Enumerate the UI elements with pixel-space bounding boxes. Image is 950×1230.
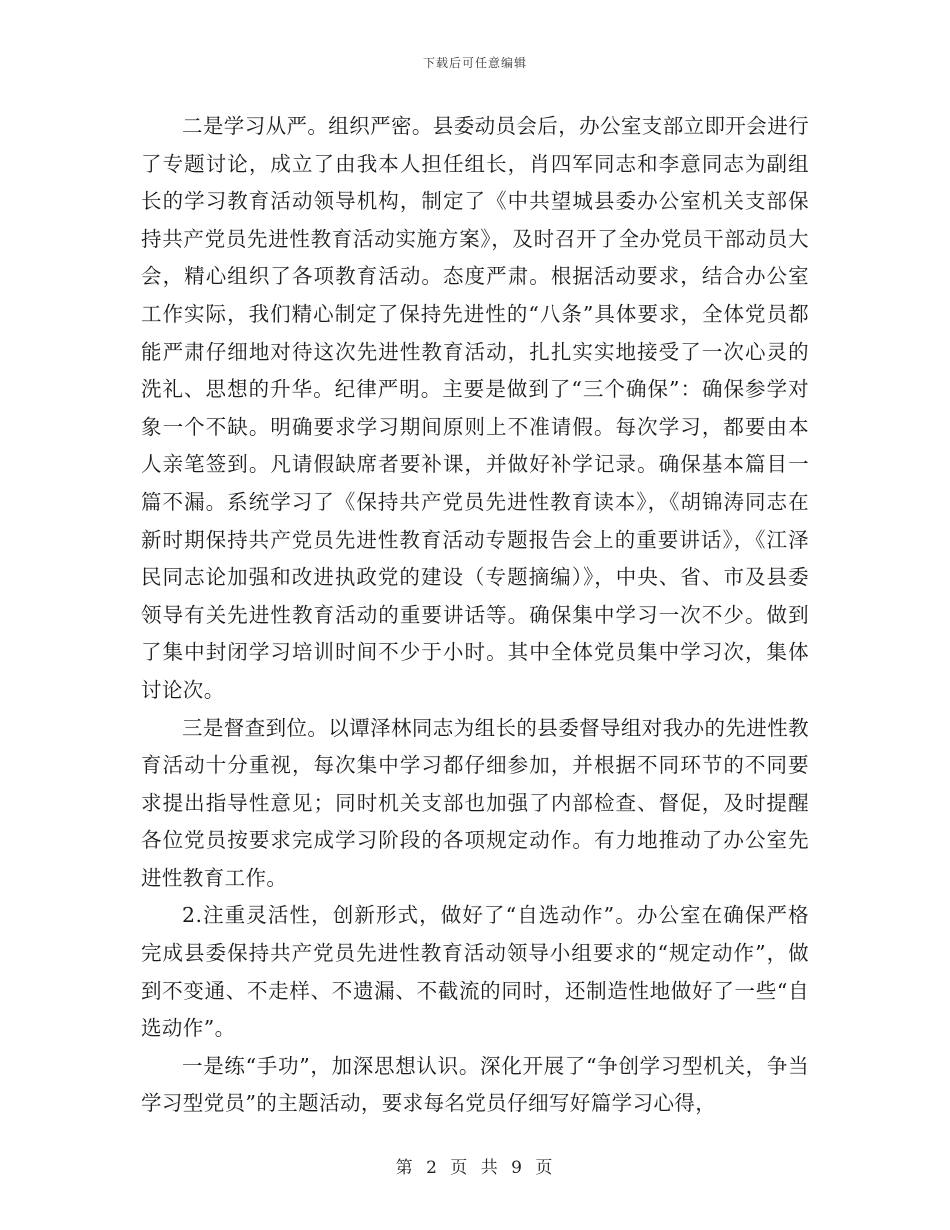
paragraph-supervision: 三是督查到位。以谭泽林同志为组长的县委督导组对我办的先进性教育活动十分重视，每次集中学习都仔细参加，并根据不同环节的不同要求提出指导性意见；同时机关支部也加强了内部检查、督促，及时提醒各位党员按要求完成学习阶段的各项规定动作。有力地推动了办公室先进性教育工作。	[141, 715, 809, 890]
paragraph-flexibility: 2.注重灵活性，创新形式，做好了“自选动作”。办公室在确保严格完成县委保持共产党员先进性教育活动领导小组要求的“规定动作”，做到不变通、不走样、不遗漏、不截流的同时，还制造性地做好了一些“自选动作”。	[141, 903, 809, 1041]
paragraph-study-strict: 二是学习从严。组织严密。县委动员会后，办公室支部立即开会进行了专题讨论，成立了由我本人担任组长，肖四军同志和李意同志为副组长的学习教育活动领导机构，制定了《中共望城县委办公室机关支部保持共产党员先进性教育活动实施方案》，及时召开了全办党员干部动员大会，精心组织了各项教育活动。态度严肃。根据活动要求，结合办公室工作实际，我们精心制定了保持先进性的“八条”具体要求，全体党员都能严肃仔细地对待这次先进性教育活动，扎扎实实地接受了一次心灵的洗礼、思想的升华。纪律严明。主要是做到了“三个确保”：确保参学对象一个不缺。明确要求学习期间原则上不准请假。每次学习，都要由本人亲笔签到。凡请假缺席者要补课，并做好补学记录。确保基本篇目一篇不漏。系统学习了《保持共产党员先进性教育读本》，《胡锦涛同志在新时期保持共产党员先进性教育活动专题报告会上的重要讲话》，《江泽民同志论加强和改进执政党的建设（专题摘编）》，中央、省、市及县委领导有关先进性教育活动的重要讲话等。确保集中学习一次不少。做到了集中封闭学习培训时间不少于小时。其中全体党员集中学习次，集体讨论次。	[141, 114, 809, 702]
page-number-footer: 第 2 页 共 9 页	[395, 1158, 555, 1178]
document-body	[141, 108, 809, 1123]
paragraph-hand-skill: 一是练“手功”，加深思想认识。深化开展了“争创学习型机关，争当学习型党员”的主题活动，要求每名党员仔细写好篇学习心得，	[141, 1053, 809, 1116]
page-header: 下载后可任意编辑	[422, 56, 527, 70]
